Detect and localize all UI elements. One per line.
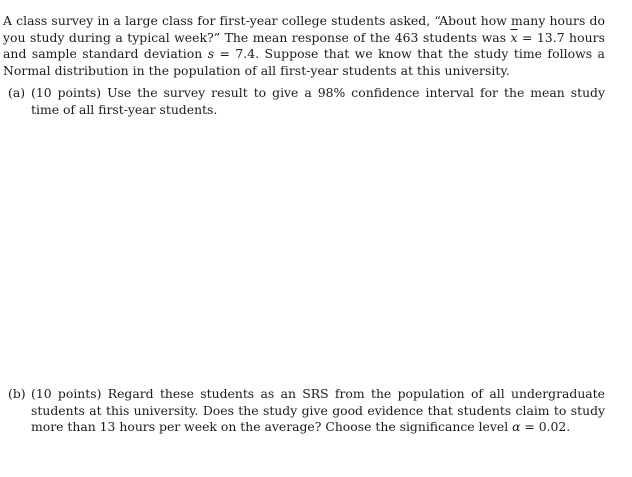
alpha-symbol: α — [512, 419, 521, 435]
part-b-text-2: = 0.02. — [520, 419, 571, 435]
problem-statement-text-1: A class survey in a large class for first-year college students asked, “About how many hours do you study during a typical week?” The mean response of the 463 students was — [3, 13, 605, 45]
std-dev-symbol: s — [207, 46, 215, 62]
part-a — [8, 85, 605, 118]
part-a-text: (10 points) Use the survey result to give a 98% confidence interval for the mean study time of all first-year students. — [31, 85, 605, 117]
problem-statement-text-2: = 13.7 hours and sample standard deviation — [3, 29, 606, 62]
part-b — [8, 386, 605, 436]
part-b-text — [31, 386, 605, 436]
problem-statement-text-3: = 7.4. Suppose that we know that the study time follows a Normal distribution in the population of all first-year students at this university. — [3, 46, 605, 78]
part-b-text-1: (10 points) Regard these students as an SRS from the population of all undergraduate students at this university. Does the study give good evidence that students claim to study more than 13 hours per week on the average? Choose the significance level — [31, 386, 605, 435]
part-a-label: (a) — [8, 85, 26, 100]
part-b-label: (b) — [8, 386, 26, 401]
sample-mean-symbol: $\overline{x}$ — [510, 29, 518, 45]
problem-statement — [3, 13, 605, 79]
